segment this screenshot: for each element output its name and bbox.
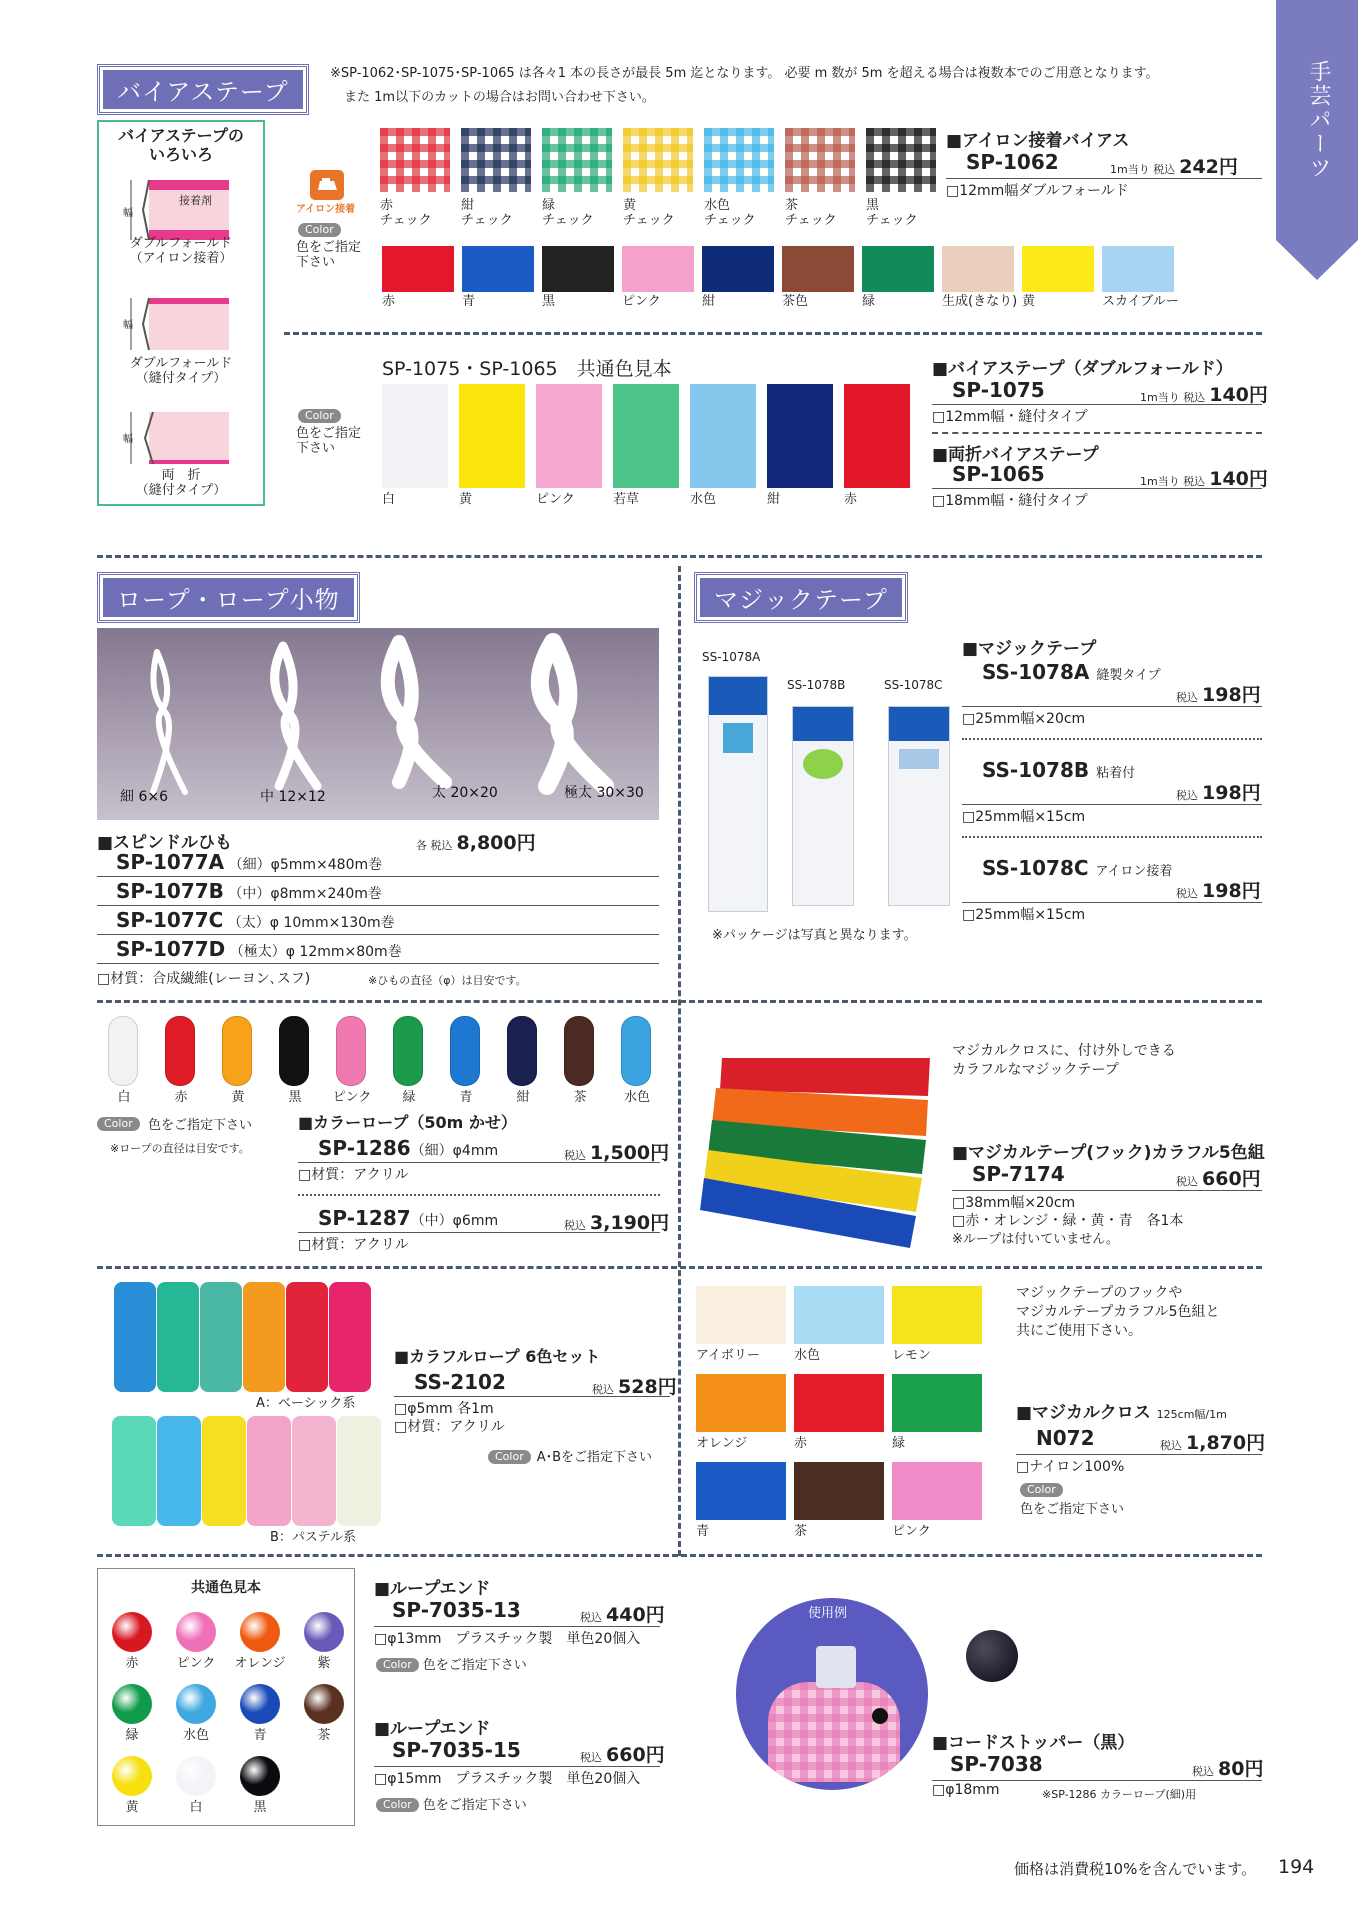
magical-tape-photo [700,1044,940,1254]
mc-code: SS-1078C アイロン接着 [982,856,1173,880]
p3-spec: □18mm幅・縫付タイプ [932,493,1088,509]
rope-set-a-hank [157,1282,199,1392]
ball-swatch [240,1612,280,1652]
cloth-color-badge: Color [1020,1482,1063,1498]
rope-set-b-hank [292,1416,336,1526]
type-both-fold: 両 折 （縫付タイプ） [135,468,227,498]
ball-swatch [304,1612,344,1652]
solid-label: 緑 [862,294,876,309]
mb-spec: □25mm幅×15cm [962,809,1086,825]
spindle-size-label: 太 20×20 [432,785,498,801]
ball-label: 茶 [317,1728,331,1743]
rope-swatch [165,1016,195,1086]
spindle-dia-note: ※ひもの直径（φ）は目安です。 [368,974,527,987]
ball-label: 赤 [125,1656,139,1671]
rope-set-a-hank [243,1282,285,1392]
check-swatch [542,128,612,192]
common-color-title: SP-1075・SP-1065 共通色見本 [382,358,672,380]
spindle-item: SP-1077B （中）φ8mm×240m巻 [116,879,382,903]
rule [97,876,659,877]
rope-label: 黒 [288,1090,302,1105]
cr2-code: SP-1287（中）φ6mm [318,1206,499,1230]
variety-title: バイアステープの いろいろ [118,126,244,164]
diagram-both-fold [119,404,249,474]
cs-note: ※SP-1286 カラーロープ(細)用 [1042,1788,1197,1801]
mt-desc: マジカルクロスに、付け外しできる カラフルなマジックテープ [952,1043,1176,1078]
cr1-price: 税込 1,500円 [564,1142,670,1164]
cr2-price: 税込 3,190円 [564,1212,670,1234]
rule [97,905,659,906]
cloth-swatch [696,1286,786,1344]
rope-label: 緑 [402,1090,416,1105]
spindle-size-label: 極太 30×30 [564,785,644,801]
divider [97,1000,677,1003]
diagram-double-sew [119,290,249,360]
solid-swatch [1022,246,1094,292]
check-swatch [866,128,936,192]
check-label: 水色 チェック [704,198,756,228]
set-a-label: A：ベーシック系 [256,1396,356,1411]
cloth-desc: マジックテープのフックや マジカルテープカラフル5色組と 共にご使用下さい。 [1016,1285,1220,1339]
p1-code: SP-1062 [966,150,1059,174]
rule [97,963,659,964]
rope-swatch [222,1016,252,1086]
ball-label: 青 [253,1728,267,1743]
common-swatch [767,384,833,488]
cloth-label: アイボリー [696,1348,760,1363]
svg-text:接着剤: 接着剤 [179,194,212,207]
rope-dia-note: ※ロープの直径は目安です。 [110,1142,250,1155]
solid-swatch [782,246,854,292]
cr1-code: SP-1286（細）φ4mm [318,1136,499,1160]
check-label: 緑 チェック [542,198,594,228]
mt-price: 税込 660円 [1176,1168,1261,1190]
common-swatch [536,384,602,488]
ball-swatch [176,1612,216,1652]
cs-price: 税込 80円 [1192,1758,1264,1780]
cloth-label: レモン [892,1348,932,1363]
check-swatch [461,128,531,192]
page-number: 194 [1278,1856,1315,1878]
section-title-rope: ロープ・ロープ小物 [97,572,360,623]
spindle-item: SP-1077C （太）φ 10mm×130m巻 [116,908,395,932]
rope-swatch [507,1016,537,1086]
common-swatch [844,384,910,488]
mt-spec-1: □38mm幅×20cm [952,1195,1076,1211]
check-label: 黒 チェック [866,198,918,228]
check-label: 茶 チェック [785,198,837,228]
cloth-label: 茶 [794,1524,808,1539]
solid-swatch [542,246,614,292]
cloth-code: N072 [1036,1426,1095,1450]
ball-swatch [176,1756,216,1796]
type-double-iron: ダブルフォールド （アイロン接着） [129,236,233,266]
rope-swatch [450,1016,480,1086]
solid-swatch [862,246,934,292]
cloth-swatch [696,1462,786,1520]
rule [97,934,659,935]
rope-label: 水色 [623,1090,650,1105]
check-label: 赤 チェック [380,198,432,228]
type-double-sew: ダブルフォールド （縫付タイプ） [129,356,233,386]
common-swatch [613,384,679,488]
p2-price: 1m当り 税込 140円 [1140,384,1268,406]
pkg-label-a: SS-1078A [702,650,761,664]
rope-label: 赤 [174,1090,188,1105]
le1-spec: □φ13mm プラスチック製 単色20個入 [374,1631,641,1647]
pkg-a [708,676,768,912]
spindle-name: ■スピンドルひも [97,833,233,853]
solid-swatch [1102,246,1174,292]
set-spec-2: □材質：アクリル [394,1419,505,1435]
ball-swatch [176,1684,216,1724]
pkg-label-b: SS-1078B [787,678,846,692]
rope-swatch [393,1016,423,1086]
common-label: ピンク [536,492,575,507]
rope-label: ピンク [332,1090,372,1105]
pkg-label-c: SS-1078C [884,678,943,692]
common-swatch [382,384,448,488]
pkg-note: ※パッケージは写真と異なります。 [712,928,917,943]
iron-label: アイロン接着 [296,204,356,215]
rope-color-text: 色をご指定下さい [148,1118,253,1133]
mb-price: 税込 198円 [1176,782,1261,804]
divider [680,1266,1262,1269]
bias-variety-panel [97,120,265,506]
ball-label: オレンジ [234,1656,286,1671]
cloth-swatch [892,1374,982,1432]
section-title-magic: マジックテープ [694,572,908,623]
side-tab-label: 手芸パーツ [1306,60,1331,180]
svg-text:幅: 幅 [123,434,133,445]
cs-code: SP-7038 [950,1752,1043,1776]
p1-price: 1m当り 税込 242円 [1110,156,1238,178]
svg-text:幅: 幅 [123,320,133,331]
check-swatch [380,128,450,192]
le1-name: ■ループエンド [374,1579,491,1599]
ball-label: ピンク [176,1656,216,1671]
solid-label: 茶色 [782,294,809,309]
ball-swatch [112,1756,152,1796]
rope-set-b-hank [247,1416,291,1526]
cord-stopper-photo [966,1630,1018,1682]
ma-code: SS-1078A 縫製タイプ [982,660,1161,684]
set-name: ■カラフルロープ 6色セット [394,1347,601,1366]
rope-label: 茶 [573,1090,587,1105]
ball-label: 黒 [253,1800,267,1815]
rope-set-a-hank [286,1282,328,1392]
ball-label: 黄 [125,1800,139,1815]
cloth-swatch [892,1462,982,1520]
ball-label: 緑 [125,1728,139,1743]
rope-label: 黄 [231,1090,245,1105]
solid-label: 赤 [382,294,396,309]
p2-name: ■バイアステープ（ダブルフォールド） [932,359,1233,379]
cloth-swatch [794,1374,884,1432]
le1-code: SP-7035-13 [392,1598,521,1622]
p3-name: ■両折バイアステープ [932,445,1099,465]
le2-spec: □φ15mm プラスチック製 単色20個入 [374,1771,641,1787]
color-badge-2: Color [298,408,341,424]
solid-swatch [382,246,454,292]
solid-label: 黄 [1022,294,1036,309]
cloth-label: オレンジ [696,1436,748,1451]
divider [97,555,1262,558]
mt-spec-2: □赤・オレンジ・緑・黄・青 各1本 [952,1213,1184,1229]
set-code: SS-2102 [414,1370,506,1394]
divider [284,332,1262,335]
rope-set-b-hank [157,1416,201,1526]
cloth-price: 税込 1,870円 [1160,1432,1266,1454]
cloth-label: ピンク [892,1524,931,1539]
pkg-b [792,706,854,906]
cloth-spec: □ナイロン100% [1016,1459,1125,1475]
spindle-price: 各 税込 8,800円 [416,832,536,854]
ball-label: 水色 [182,1728,209,1743]
solid-label: スカイブルー [1102,294,1179,309]
le2-name: ■ループエンド [374,1719,491,1739]
common-label: 黄 [459,492,473,507]
rope-set-b-hank [202,1416,246,1526]
bias-color-text-2: 色をご指定 下さい [296,426,362,456]
p2-spec: □12mm幅・縫付タイプ [932,409,1088,425]
rope-swatch [279,1016,309,1086]
mt-note: ※ループは付いていません。 [952,1232,1120,1247]
cloth-swatch [794,1286,884,1344]
ball-swatch [240,1756,280,1796]
rope-label: 青 [459,1090,473,1105]
ma-spec: □25mm幅×20cm [962,711,1086,727]
pkg-c [888,706,950,906]
p3-code: SP-1065 [952,462,1045,486]
svg-text:幅: 幅 [123,208,133,219]
solid-label: 生成(きなり) [942,294,1018,309]
check-label: 黄 チェック [623,198,675,228]
cloth-label: 青 [696,1524,710,1539]
p1-spec: □12mm幅ダブルフォールド [946,183,1129,199]
common-label: 若草 [613,492,640,507]
rope-set-a-hank [114,1282,156,1392]
solid-label: 青 [462,294,476,309]
check-swatch [623,128,693,192]
cloth-color-text: 色をご指定下さい [1020,1502,1125,1517]
ball-swatch [112,1612,152,1652]
le2-color: Color 色をご指定下さい [376,1794,527,1813]
le1-color: Color 色をご指定下さい [376,1654,527,1673]
rope-swatch [108,1016,138,1086]
spindle-item: SP-1077D （極太）φ 12mm×80m巻 [116,937,402,961]
common-label: 紺 [767,492,781,507]
divider [678,566,681,1556]
bias-note-2: また 1m以下のカットの場合はお問い合わせ下さい。 [344,90,655,105]
color-rope-name: ■カラーロープ（50m かせ） [298,1113,517,1132]
check-swatch [704,128,774,192]
mt-code: SP-7174 [972,1162,1065,1186]
mb-code: SS-1078B 粘着付 [982,758,1136,782]
iron-icon [310,170,344,200]
solid-swatch [942,246,1014,292]
p1-name: ■アイロン接着バイアス [946,131,1130,151]
spindle-item: SP-1077A （細）φ5mm×480m巻 [116,850,383,874]
ball-swatch [304,1684,344,1724]
cr2-material: □材質：アクリル [298,1237,409,1253]
section-title-bias: バイアステープ [97,64,309,115]
solid-label: 紺 [702,294,716,309]
cloth-name: ■マジカルクロス 125cm幅/1m [1016,1403,1227,1423]
common-swatch [459,384,525,488]
p3-price: 1m当り 税込 140円 [1140,468,1268,490]
rope-color-badge: Color [97,1116,140,1132]
divider [97,1266,677,1269]
le2-price: 税込 660円 [580,1744,665,1766]
common-swatch [690,384,756,488]
cloth-swatch [696,1374,786,1432]
cloth-label: 水色 [794,1348,821,1363]
color-badge: Color [298,222,341,238]
cloth-label: 赤 [794,1436,808,1451]
common-label: 水色 [690,492,717,507]
rope-label: 紺 [516,1090,530,1105]
ball-swatch [240,1684,280,1724]
spindle-material: □材質：合成繊維(レーヨン､スフ) [97,971,311,987]
check-swatch [785,128,855,192]
rope-set-b-hank [112,1416,156,1526]
solid-swatch [702,246,774,292]
bias-color-text: 色をご指定 下さい [296,240,362,270]
set-spec-1: □φ5mm 各1m [394,1401,494,1417]
mt-name: ■マジカルテープ(フック)カラフル5色組 [952,1143,1265,1163]
rope-set-b-hank [337,1416,381,1526]
divider [680,1000,1262,1003]
usage-example-photo [736,1598,928,1790]
common-label: 白 [382,492,396,507]
rope-set-a-hank [200,1282,242,1392]
solid-swatch [622,246,694,292]
magic-name: ■マジックテープ [962,639,1097,659]
bias-note-1: ※SP-1062･SP-1075･SP-1065 は各々1 本の長さが最長 5m 迄となります。 必要 m 数が 5m を超える場合は複数本でのご用意となります。 [330,66,1159,81]
cloth-swatch [892,1286,982,1344]
ball-label: 白 [189,1800,203,1815]
divider [97,1554,1262,1557]
rope-set-a-hank [329,1282,371,1392]
solid-label: ピンク [622,294,661,309]
common-label: 赤 [844,492,858,507]
rope-swatch [621,1016,651,1086]
spindle-size-label: 細 6×6 [120,789,168,805]
le1-price: 税込 440円 [580,1604,665,1626]
ball-swatch [112,1684,152,1724]
set-price: 税込 528円 [592,1376,677,1398]
set-color-badge: Color A･Bをご指定下さい [488,1446,652,1465]
solid-label: 黒 [542,294,556,309]
check-label: 紺 チェック [461,198,513,228]
mc-price: 税込 198円 [1176,880,1261,902]
cloth-label: 緑 [892,1436,906,1451]
set-b-label: B：パステル系 [270,1530,357,1545]
rope-label: 白 [117,1090,131,1105]
rope-swatch [564,1016,594,1086]
ma-price: 税込 198円 [1176,684,1261,706]
rope-swatch [336,1016,366,1086]
cs-spec: □φ18mm [932,1782,1000,1798]
ball-label: 紫 [317,1656,331,1671]
ball-panel-title: 共通色見本 [191,1580,261,1596]
usage-example-label: 使用例 [808,1606,848,1621]
spindle-size-label: 中 12×12 [260,789,326,805]
mc-spec: □25mm幅×15cm [962,907,1086,923]
p2-code: SP-1075 [952,378,1045,402]
cs-name: ■コードストッパー（黒） [932,1733,1135,1753]
solid-swatch [462,246,534,292]
cloth-swatch [794,1462,884,1520]
tax-note: 価格は消費税10%を含んでいます。 [1014,1860,1257,1878]
cr1-material: □材質：アクリル [298,1167,409,1183]
le2-code: SP-7035-15 [392,1738,521,1762]
